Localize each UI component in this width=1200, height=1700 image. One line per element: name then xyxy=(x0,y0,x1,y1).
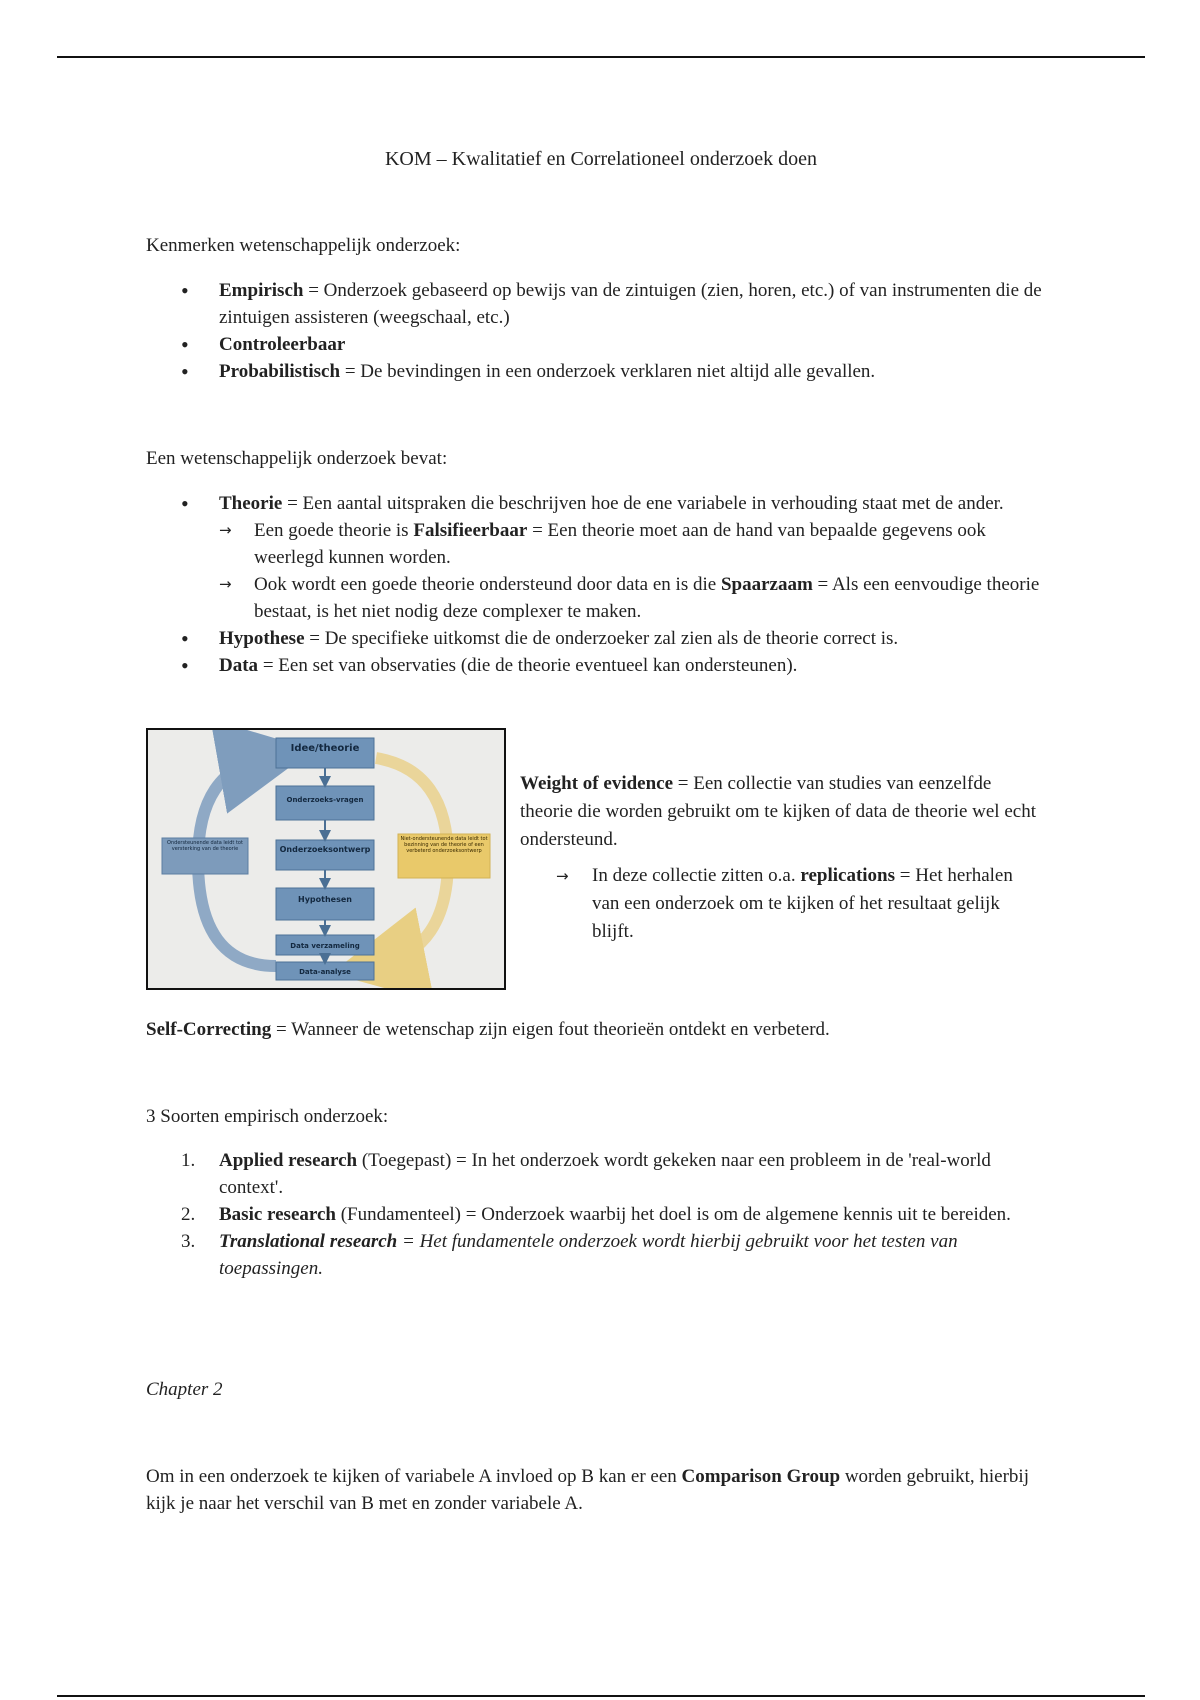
bevat-list xyxy=(146,490,1056,679)
list-item: • Probabilistisch = De bevindingen in een onderzoek verklaren niet altijd alle gevallen. xyxy=(146,358,1056,385)
list-item: • Data = Een set van observaties (die de theorie eventueel kan ondersteunen). xyxy=(146,652,1056,679)
sub-item: → Een goede theorie is Falsifieerbaar = Een theorie moet aan de hand van bepaalde gegevens ook weerlegd kunnen worden. xyxy=(146,517,1056,571)
self-correcting-paragraph: Self-Correcting = Wanneer de wetenschap zijn eigen fout theorieën ontdekt en verbeterd. xyxy=(146,1019,830,1040)
list-item: • Empirisch = Onderzoek gebaseerd op bewijs van de zintuigen (zien, horen, etc.) of van instrumenten die de zintuigen assisteren (weegschaal, etc.) xyxy=(146,277,1056,331)
page-title: KOM – Kwalitatief en Correlationeel onderzoek doen xyxy=(384,148,818,170)
diagram-box-label: Idee/theorie xyxy=(290,743,360,754)
diagram-box-label: Data-analyse xyxy=(299,968,351,976)
list-item: • Theorie = Een aantal uitspraken die beschrijven hoe de ene variabele in verhouding staat met de ander. → Een goede theorie is Falsifieerbaar = Een theorie moet aan de hand van bepaalde gegevens ook weerlegd kunnen worden. → Ook wordt een goede theorie ondersteund door data en is die Spaarzaam = Als een eenvoudige theorie bestaat, is het niet nodig deze complexer te maken. xyxy=(146,490,1056,625)
soorten-heading: 3 Soorten empirisch onderzoek: xyxy=(146,1106,389,1127)
list-item: • Controleerbaar xyxy=(146,331,1056,358)
weight-of-evidence-block xyxy=(520,770,1040,946)
sub-item: → Ook wordt een goede theorie ondersteund door data en is die Spaarzaam = Als een eenvoudige theorie bestaat, is het niet nodig deze complexer te maken. xyxy=(146,571,1056,625)
diagram-box-label: Onderzoeksontwerp xyxy=(279,845,371,854)
diagram-note-left-label: Ondersteunende data leidt tot versterking van de theorie xyxy=(167,840,243,852)
diagram-box-label: Onderzoeks-vragen xyxy=(286,796,364,804)
arrow-right-icon: → xyxy=(219,575,232,593)
kenmerken-heading: Kenmerken wetenschappelijk onderzoek: xyxy=(146,235,461,256)
chapter-heading: Chapter 2 xyxy=(146,1379,223,1400)
soorten-list xyxy=(146,1147,1056,1282)
list-item: 3. Translational research = Het fundamentele onderzoek wordt hierbij gebruikt voor het testen van toepassingen. xyxy=(181,1231,958,1279)
top-rule xyxy=(57,56,1145,58)
comparison-paragraph: Om in een onderzoek te kijken of variabele A invloed op B kan er een Comparison Group worden gebruikt, hierbij kijk je naar het verschil van B met en zonder variabele A. xyxy=(146,1466,1029,1514)
research-cycle-figure xyxy=(146,728,506,990)
kenmerken-list xyxy=(146,277,1056,385)
arrow-right-icon: → xyxy=(219,521,232,539)
diagram-box-label: Data verzameling xyxy=(290,942,360,950)
diagram-note-right-label: Niet-ondersteunende data leidt tot bezinning van de theorie of een verbeterd onderzoeksontwerp xyxy=(400,836,488,854)
list-item: 2. Basic research (Fundamenteel) = Onderzoek waarbij het doel is om de algemene kennis uit te bereiden. xyxy=(181,1204,1011,1225)
diagram-box xyxy=(276,888,374,920)
bevat-heading: Een wetenschappelijk onderzoek bevat: xyxy=(146,448,448,469)
list-item: • Hypothese = De specifieke uitkomst die de onderzoeker zal zien als de theorie correct is. xyxy=(146,625,1056,652)
arrow-right-icon: → xyxy=(556,867,569,885)
sub-item: → In deze collectie zitten o.a. replications = Het herhalen van een onderzoek om te kijken of het resultaat gelijk blijft. xyxy=(520,862,1040,946)
diagram-box-label: Hypothesen xyxy=(298,895,352,904)
weight-of-evidence-text: Weight of evidence = Een collectie van studies van eenzelfde theorie die worden gebruikt om te kijken of data de theorie wel echt ondersteund. xyxy=(520,773,1036,850)
list-item: 1. Applied research (Toegepast) = In het onderzoek wordt gekeken naar een probleem in de 'real-world context'. xyxy=(181,1150,991,1198)
bottom-rule xyxy=(57,1695,1145,1697)
research-cycle-diagram xyxy=(148,730,504,988)
